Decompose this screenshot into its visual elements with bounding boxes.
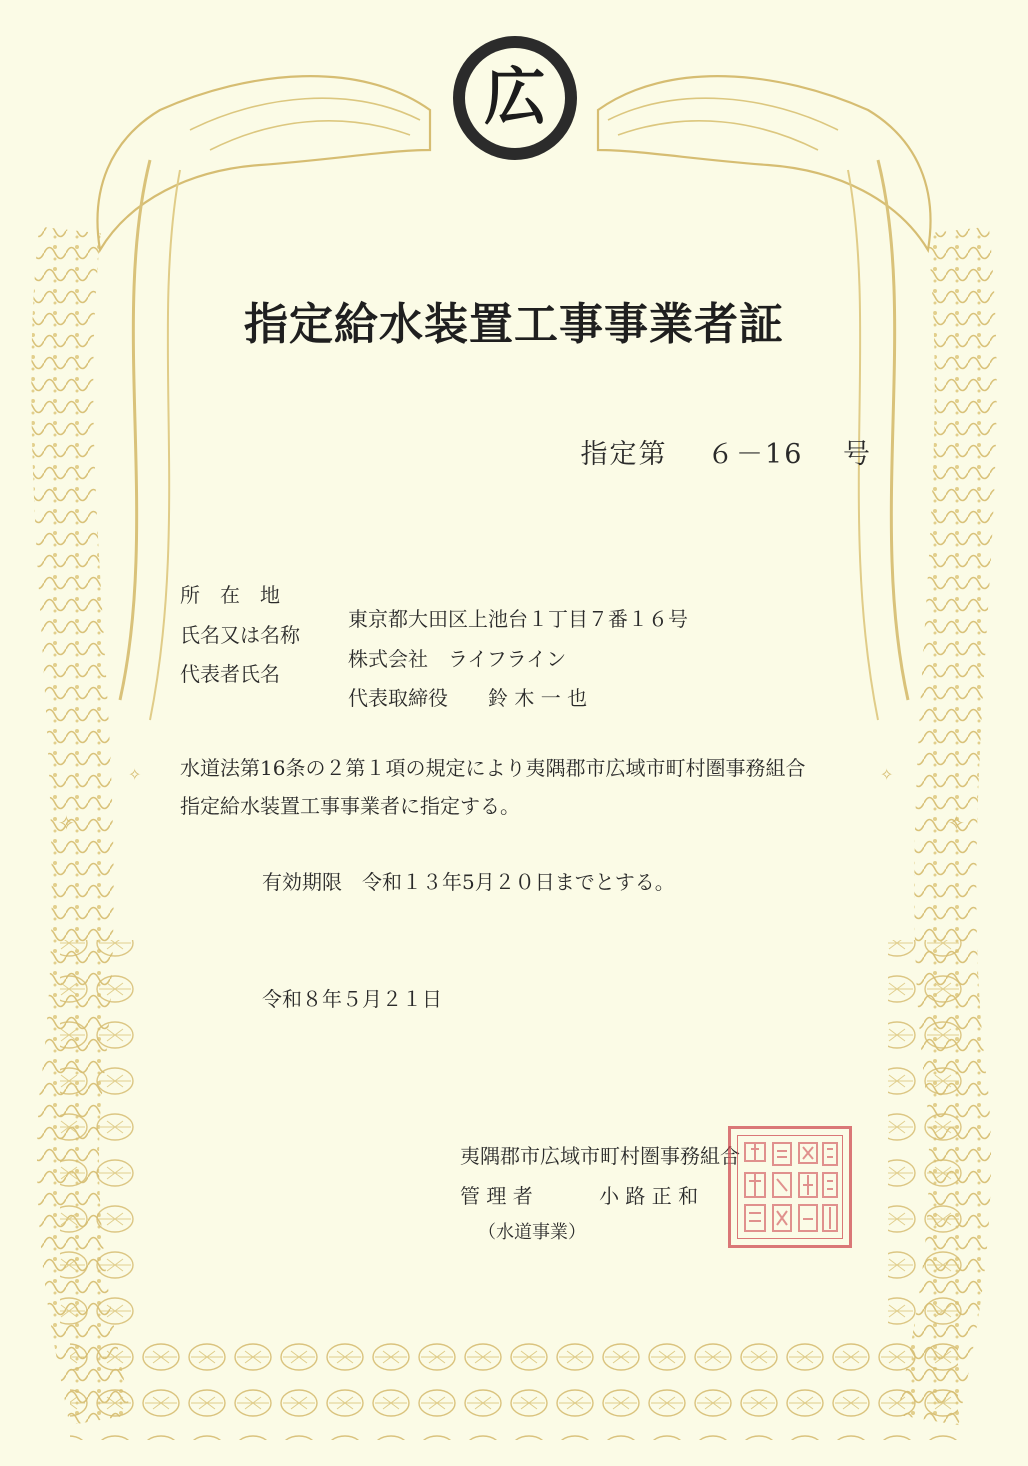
field-label: 氏名又は名称	[180, 623, 300, 647]
emblem-char: 広	[483, 60, 547, 133]
field-value: 東京都大田区上池台１丁目７番１６号	[348, 607, 688, 631]
svg-text:✧: ✧	[880, 765, 894, 784]
number-prefix: 指定第	[580, 439, 668, 470]
svg-text:✧: ✧	[128, 765, 142, 784]
certificate-title: 指定給水装置工事事業者証	[244, 299, 784, 350]
body-line-1: 水道法第16条の２第１項の規定により夷隅郡市広域市町村圏事務組合	[180, 756, 806, 780]
issuer-name: 小 路 正 和	[599, 1184, 699, 1208]
field-value: 代表取締役 鈴 木 一 也	[348, 686, 588, 710]
field-value: 株式会社 ライフライン	[348, 647, 567, 671]
svg-text:✧: ✧	[948, 811, 965, 835]
field-label: 所 在 地	[180, 583, 280, 607]
emblem-icon	[440, 26, 590, 176]
field-label: 代表者氏名	[180, 662, 280, 686]
number-suffix: 号	[843, 439, 872, 470]
issuer-sub: （水道事業）	[478, 1222, 586, 1243]
issuer-signature-line	[460, 1180, 698, 1209]
number-value: ６－16	[707, 439, 804, 470]
issue-date: 令和８年５月２１日	[262, 987, 442, 1011]
official-seal-icon	[728, 1126, 852, 1248]
designation-number	[580, 432, 872, 471]
body-line-2: 指定給水装置工事事業者に指定する。	[180, 794, 520, 818]
svg-text:✧: ✧	[58, 811, 75, 835]
validity-period: 有効期限 令和１３年5月２０日までとする。	[262, 870, 675, 894]
issuer-org: 夷隅郡市広域市町村圏事務組合	[460, 1144, 740, 1168]
issuer-role: 管 理 者	[460, 1184, 533, 1208]
